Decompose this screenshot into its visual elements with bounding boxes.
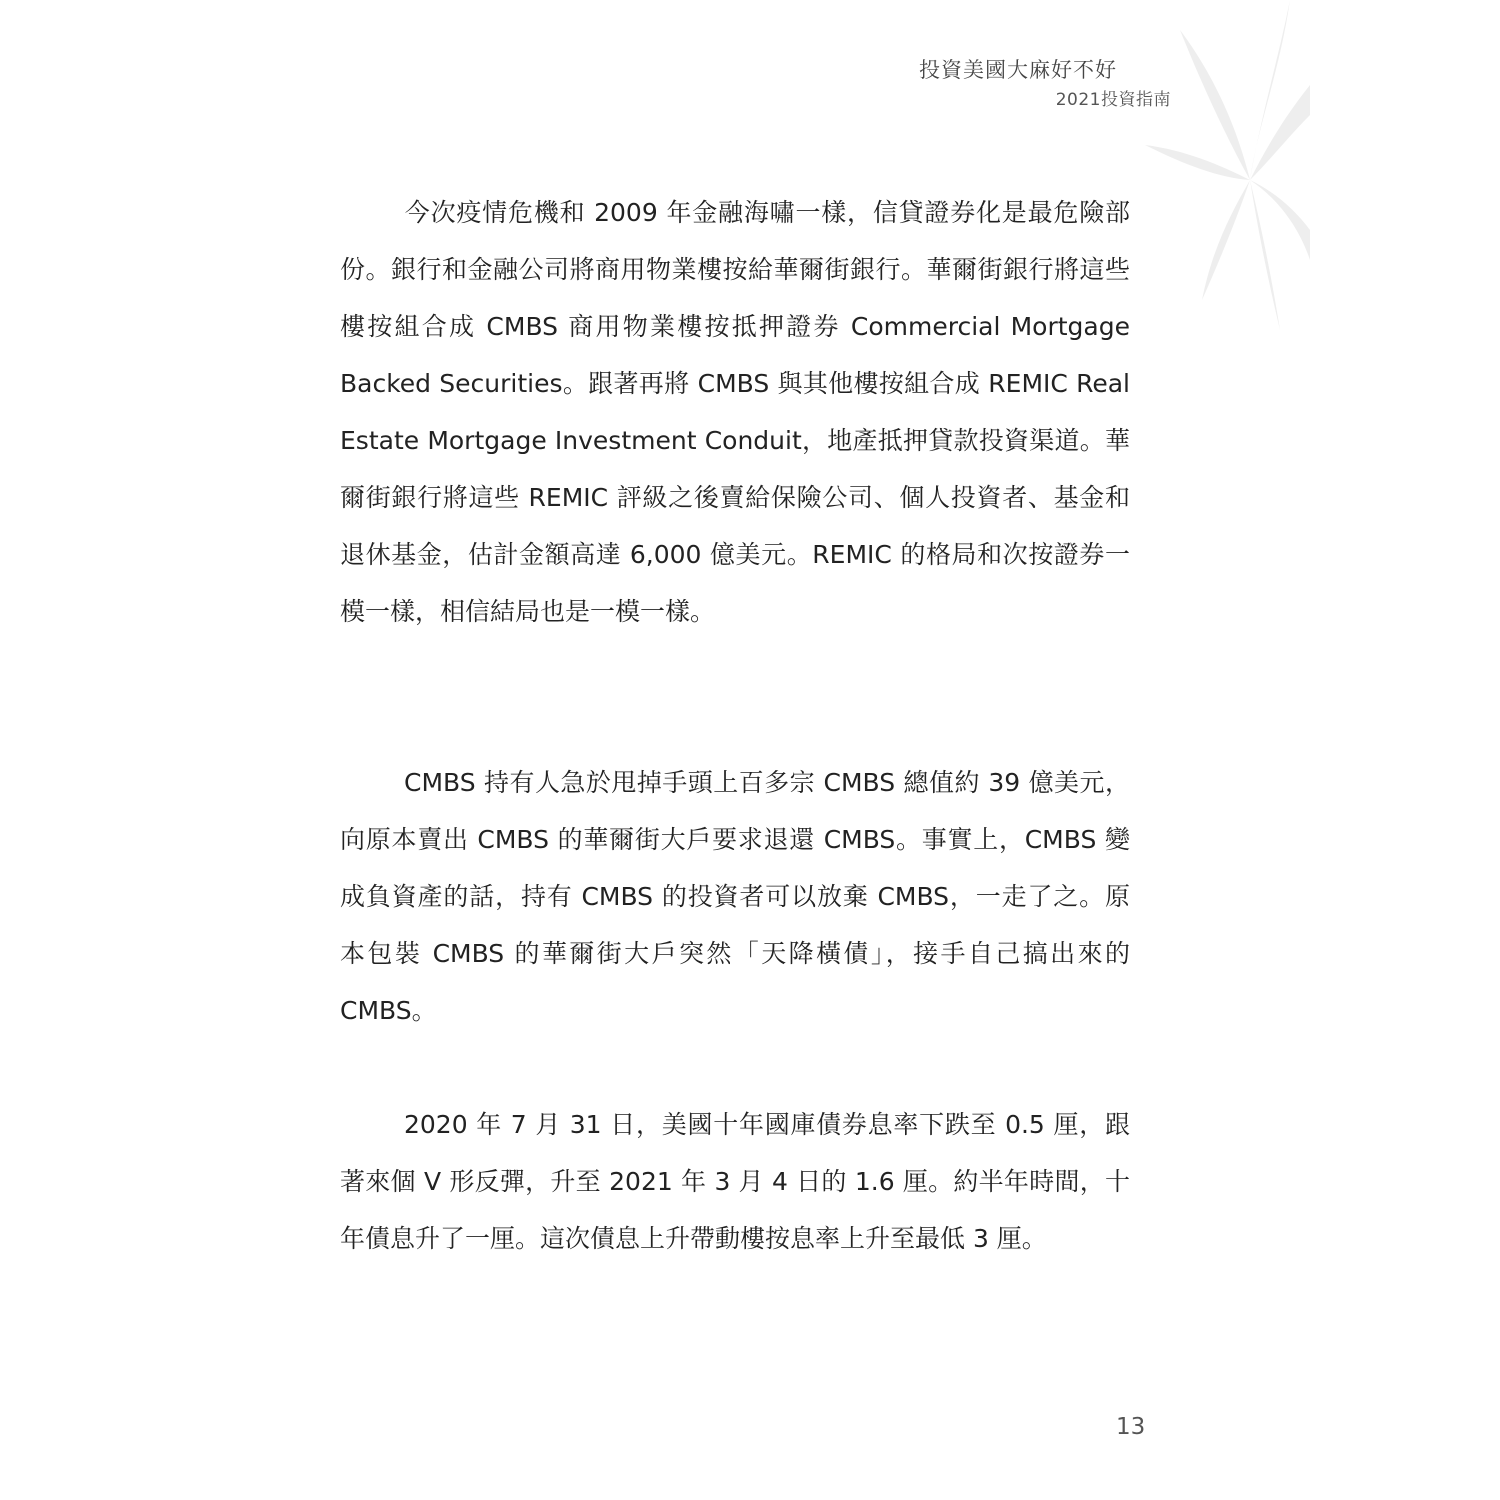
paragraph-text: CMBS 持有人急於甩掉手頭上百多宗 CMBS 總值約 39 億美元，向原本賣出 CMBS 的華爾街大戶要求退還 CMBS。事實上，CMBS 變成負資產的話，持有 CMBS 的投資者可以放棄 CMBS，一走了之。原本包裝 CMBS 的華爾街大戶突然「天降橫債」，接手自己搞出來的 CMBS。 [340,768,1130,1025]
page-number: 13 [1116,1414,1146,1440]
body-paragraph-2 [340,754,1130,1039]
running-header-title: 投資美國大麻好不好 [919,58,1117,82]
running-header-subtitle: 2021投資指南 [1055,90,1171,110]
paragraph-text: 2020 年 7 月 31 日，美國十年國庫債券息率下跌至 0.5 厘，跟著來個 V 形反彈，升至 2021 年 3 月 4 日的 1.6 厘。約半年時間，十年債息升了一厘。這次債息上升帶動樓按息率上升至最低 3 厘。 [340,1110,1130,1253]
body-paragraph-3 [340,1096,1130,1267]
leaf-icon [1140,0,1310,340]
paragraph-text: 今次疫情危機和 2009 年金融海嘯一樣，信貸證券化是最危險部份。銀行和金融公司將商用物業樓按給華爾街銀行。華爾街銀行將這些樓按組合成 CMBS 商用物業樓按抵押證券 Commercial Mortgage Backed Securities。跟著再將 CMBS 與其他樓按組合成 REMIC Real Estate Mortgage Investment Conduit，地產抵押貸款投資渠道。華爾街銀行將這些 REMIC 評級之後賣給保險公司、個人投資者、基金和退休基金，估計金額高達 6,000 億美元。REMIC 的格局和次按證券一模一樣，相信結局也是一模一樣。 [340,198,1130,626]
body-paragraph-1 [340,184,1130,640]
